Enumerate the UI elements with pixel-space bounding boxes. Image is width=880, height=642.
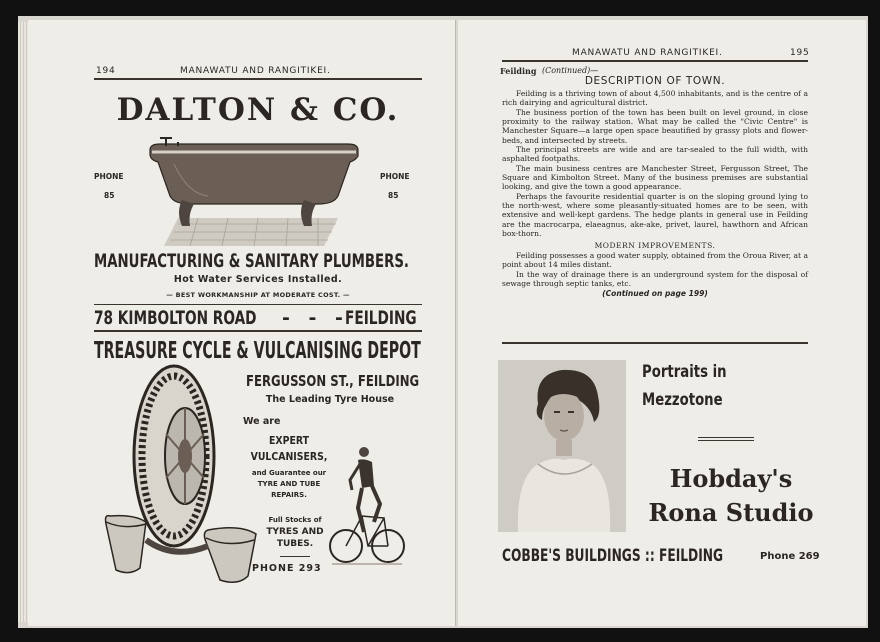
right-page-number: 195: [790, 48, 810, 58]
studio-phone: Phone 269: [760, 551, 820, 562]
left-page: [28, 20, 456, 626]
right-running-head: MANAWATU AND RANGITIKEI.: [572, 48, 723, 58]
treasure-guarantee-2: TYRE AND TUBE: [257, 480, 321, 488]
left-header-rule: [94, 78, 422, 80]
treasure-expert: EXPERT: [268, 434, 310, 447]
treasure-stocks-2: TYRES AND: [266, 527, 324, 537]
treasure-guarantee-3: REPAIRS.: [271, 491, 307, 499]
studio-name-line-2: Rona Studio: [648, 498, 814, 527]
description-heading: DESCRIPTION OF TOWN.: [584, 75, 726, 87]
treasure-phone: PHONE 293: [252, 563, 322, 574]
dalton-headline: MANUFACTURING & SANITARY PLUMBERS.: [94, 250, 409, 272]
description-paragraph: Perhaps the favourite residential quarter is on the sloping ground lying to the north-west, where some pleasantly-situated homes are to be seen, with extensive and well-kept gardens. The hedge plants in general use in Feilding are the macrocarpa, elaeagnus, ake-ake, privet, laurel, hawthorn and African box-thorn.: [502, 191, 808, 239]
treasure-vulcanisers: VULCANISERS,: [250, 450, 328, 463]
ad-divider-bottom: [698, 440, 754, 441]
dalton-title: DALTON & CO.: [116, 92, 400, 128]
right-header-rule: [502, 60, 808, 62]
portrait-photo: [498, 360, 626, 532]
improvements-paragraph: Feilding possesses a good water supply, obtained from the Oroua River, at a point about 14 miles distant.: [502, 250, 808, 270]
open-book: [18, 16, 868, 628]
dalton-address: 78 KIMBOLTON ROAD: [94, 307, 257, 329]
studio-address: COBBE'S BUILDINGS :: FEILDING: [502, 546, 724, 566]
improvements-heading: MODERN IMPROVEMENTS.: [594, 240, 716, 250]
dalton-phone-right-label: PHONE: [380, 172, 410, 181]
right-page: [458, 20, 866, 626]
description-body: [502, 89, 808, 299]
description-paragraph: The main business centres are Manchester Street, Fergusson Street, The Square and Kimbolton Street. Many of the business premises are substantial looking, and give the town a good appearance.: [502, 163, 808, 192]
portraits-line-2: Mezzotone: [642, 390, 723, 410]
treasure-title: TREASURE CYCLE & VULCANISING DEPOT: [94, 338, 421, 364]
treasure-stocks-rule: [280, 556, 310, 557]
dalton-motto: — BEST WORKMANSHIP AT MODERATE COST. —: [166, 291, 350, 299]
dalton-address-top-rule: [94, 304, 422, 305]
bathtub-illustration: [138, 134, 360, 250]
left-running-head: MANAWATU AND RANGITIKEI.: [180, 66, 331, 76]
left-page-number: 194: [96, 66, 116, 76]
treasure-street: FERGUSSON ST., FEILDING: [246, 372, 420, 390]
dalton-phone-right-number: 85: [388, 191, 399, 200]
portraits-line-1: Portraits in: [642, 362, 727, 382]
treasure-stocks-3: TUBES.: [276, 539, 314, 549]
description-paragraph: The principal streets are wide and are tar-sealed to the full width, with asphalted footpaths.: [502, 145, 808, 164]
cyclist-illustration: [328, 442, 410, 572]
studio-name-line-1: Hobday's: [669, 464, 793, 493]
dalton-town: FEILDING: [345, 307, 417, 329]
description-paragraph: Feilding is a thriving town of about 4,500 inhabitants, and is the centre of a rich dairying and agricultural district.: [502, 89, 808, 108]
section-continued: (Continued)—: [542, 66, 599, 75]
dalton-address-dashes: - - -: [282, 307, 349, 329]
dalton-bottom-rule: [94, 330, 422, 332]
continued-note: (Continued on page 199): [602, 289, 708, 299]
treasure-stocks-1: Full Stocks of: [268, 516, 322, 524]
improvements-paragraph: In the way of drainage there is an underground system for the disposal of sewage through septic tanks, etc.: [502, 269, 808, 288]
dalton-phone-left-label: PHONE: [94, 172, 124, 181]
treasure-guarantee-1: and Guarantee our: [251, 469, 327, 477]
section-label: Feilding: [500, 66, 537, 76]
dalton-phone-left-number: 85: [104, 191, 115, 200]
description-paragraph: The business portion of the town has been built on level ground, in close proximity to the railway station. What may be called the "Civic Centre" is Manchester Square—a large open space beautified by grassy plots and flower-beds, and intersected by streets.: [502, 107, 808, 145]
treasure-tagline: The Leading Tyre House: [265, 394, 395, 405]
treasure-we-are: We are: [243, 416, 281, 427]
description-bottom-rule: [502, 342, 808, 344]
ad-divider-top: [698, 437, 754, 438]
portrait-woman-illustration: [498, 360, 626, 532]
tyre-illustration: [90, 364, 260, 586]
dalton-subline: Hot Water Services Installed.: [173, 274, 343, 285]
